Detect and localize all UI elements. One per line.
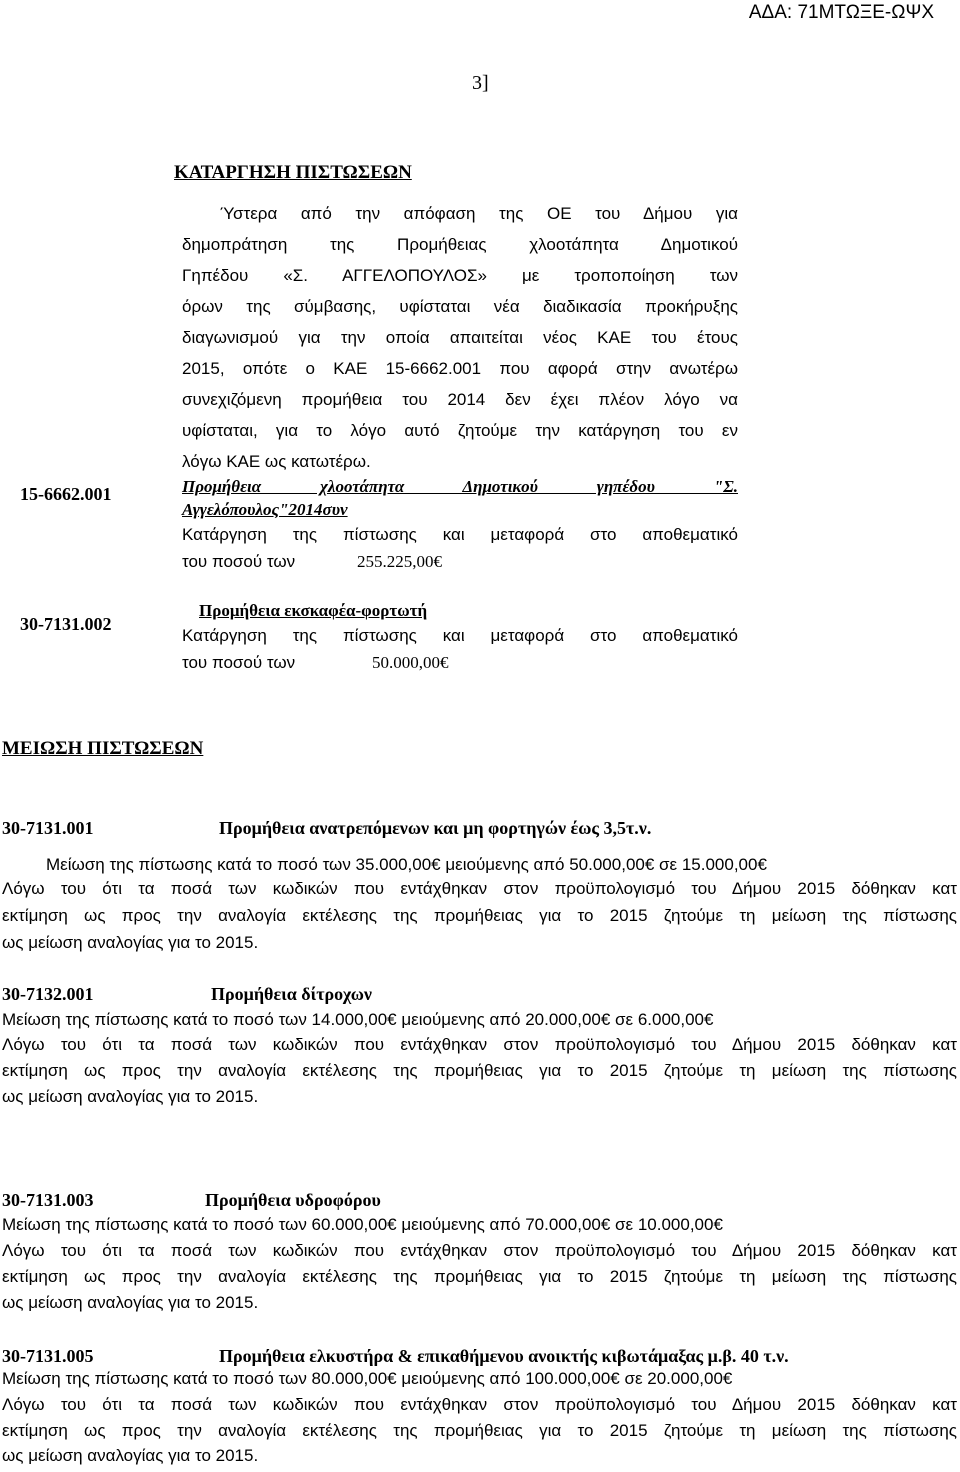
item-amount: 50.000,00€ (372, 653, 449, 672)
section-title-meiosi: ΜΕΙΩΣΗ ΠΙΣΤΩΣΕΩΝ (2, 738, 204, 759)
kae-code: 30-7131.003 (2, 1190, 94, 1210)
reason-text: εκτίμηση ως προς την αναλογία εκτέλεσης της προμήθειας για το 2015 ζητούμε τη μείωση της πίστωσης (2, 906, 957, 925)
paragraph-line: όρων της σύμβασης, υφίσταται νέα διαδικασία προκήρυξης (182, 297, 738, 316)
kae-code: 30-7131.002 (20, 614, 112, 634)
page-number: 3] (472, 72, 489, 94)
ada-code: ΑΔΑ: 71ΜΤΩΞΕ-ΩΨΧ (748, 2, 934, 23)
paragraph-line: Ύστερα από την απόφαση της ΟΕ του Δήμου για (220, 204, 738, 223)
reason-text: εκτίμηση ως προς την αναλογία εκτέλεσης της προμήθειας για το 2015 ζητούμε τη μείωση της πίστωσης (2, 1267, 957, 1286)
reduction-text: Μείωση της πίστωσης κατά το ποσό των 80.000,00€ μειούμενης από 100.000,00€ σε 20.000,00€ (2, 1369, 733, 1388)
item-amount: 255.225,00€ (357, 552, 442, 571)
item-title: Προμήθεια ανατρεπόμενων και μη φορτηγών έως 3,5τ.ν. (219, 818, 652, 838)
item-title: Προμήθεια δίτροχων (211, 984, 372, 1004)
reason-text: Λόγω του ότι τα ποσά των κωδικών που εντάχθηκαν στον προϋπολογισμό του Δήμου 2015 δόθηκαν κατ (2, 1241, 957, 1260)
paragraph-line: διαγωνισμού για την οποία απαιτείται νέος ΚΑΕ του έτους (182, 328, 738, 347)
item-title: Προμήθεια χλοοτάπητα Δημοτικού γηπέδου "Σ. (182, 477, 738, 496)
kae-code: 15-6662.001 (20, 484, 112, 504)
section-title-katargisi: ΚΑΤΑΡΓΗΣΗ ΠΙΣΤΩΣΕΩΝ (174, 162, 412, 183)
item-amount-label: του ποσού των (182, 653, 296, 672)
kae-code: 30-7131.001 (2, 818, 94, 838)
reduction-text: Μείωση της πίστωσης κατά το ποσό των 35.000,00€ μειούμενης από 50.000,00€ σε 15.000,00€ (46, 855, 767, 874)
reason-text: εκτίμηση ως προς την αναλογία εκτέλεσης της προμήθειας για το 2015 ζητούμε τη μείωση της πίστωσης (2, 1421, 957, 1440)
reduction-text: Μείωση της πίστωσης κατά το ποσό των 14.000,00€ μειούμενης από 20.000,00€ σε 6.000,00€ (2, 1010, 714, 1029)
reason-text: Λόγω του ότι τα ποσά των κωδικών που εντάχθηκαν στον προϋπολογισμό του Δήμου 2015 δόθηκαν κατ (2, 1395, 957, 1414)
kae-code: 30-7131.005 (2, 1346, 94, 1366)
reason-text: ως μείωση αναλογίας για το 2015. (2, 933, 259, 952)
item-amount-label: του ποσού των (182, 552, 296, 571)
kae-code: 30-7132.001 (2, 984, 94, 1004)
paragraph-line: υφίσταται, για το λόγο αυτό ζητούμε την κατάργηση του εν (182, 421, 738, 440)
paragraph-line: Γηπέδου «Σ. ΑΓΓΕΛΟΠΟΥΛΟΣ» με τροποποίηση των (182, 266, 738, 285)
reason-text: ως μείωση αναλογίας για το 2015. (2, 1293, 259, 1312)
item-title: Προμήθεια εκσκαφέα-φορτωτή (199, 601, 428, 620)
reason-text: ως μείωση αναλογίας για το 2015. (2, 1446, 259, 1465)
reason-text: εκτίμηση ως προς την αναλογία εκτέλεσης της προμήθειας για το 2015 ζητούμε τη μείωση της πίστωσης (2, 1061, 957, 1080)
paragraph-line: δημοπράτηση της Προμήθειας χλοοτάπητα Δημοτικού (182, 235, 738, 254)
paragraph-line: 2015, οπότε ο ΚΑΕ 15-6662.001 που αφορά στην ανωτέρω (182, 359, 738, 378)
item-title: Προμήθεια ελκυστήρα & επικαθήμενου ανοικτής κιβωτάμαξας μ.β. 40 τ.ν. (219, 1346, 789, 1366)
item-title: Προμήθεια υδροφόρου (205, 1190, 381, 1210)
reason-text: ως μείωση αναλογίας για το 2015. (2, 1087, 259, 1106)
reduction-text: Μείωση της πίστωσης κατά το ποσό των 60.000,00€ μειούμενης από 70.000,00€ σε 10.000,00€ (2, 1215, 723, 1234)
item-description: Κατάργηση της πίστωσης και μεταφορά στο αποθεματικό (182, 525, 738, 544)
item-title: Αγγελόπουλος"2014συν (182, 500, 348, 519)
reason-text: Λόγω του ότι τα ποσά των κωδικών που εντάχθηκαν στον προϋπολογισμό του Δήμου 2015 δόθηκαν κατ (2, 1035, 957, 1054)
item-description: Κατάργηση της πίστωσης και μεταφορά στο αποθεματικό (182, 626, 738, 645)
reason-text: Λόγω του ότι τα ποσά των κωδικών που εντάχθηκαν στον προϋπολογισμό του Δήμου 2015 δόθηκαν κατ (2, 879, 957, 898)
paragraph-line: λόγω ΚΑΕ ως κατωτέρω. (182, 452, 371, 471)
paragraph-line: συνεχιζόμενη προμήθεια του 2014 δεν έχει πλέον λόγο να (182, 390, 738, 409)
